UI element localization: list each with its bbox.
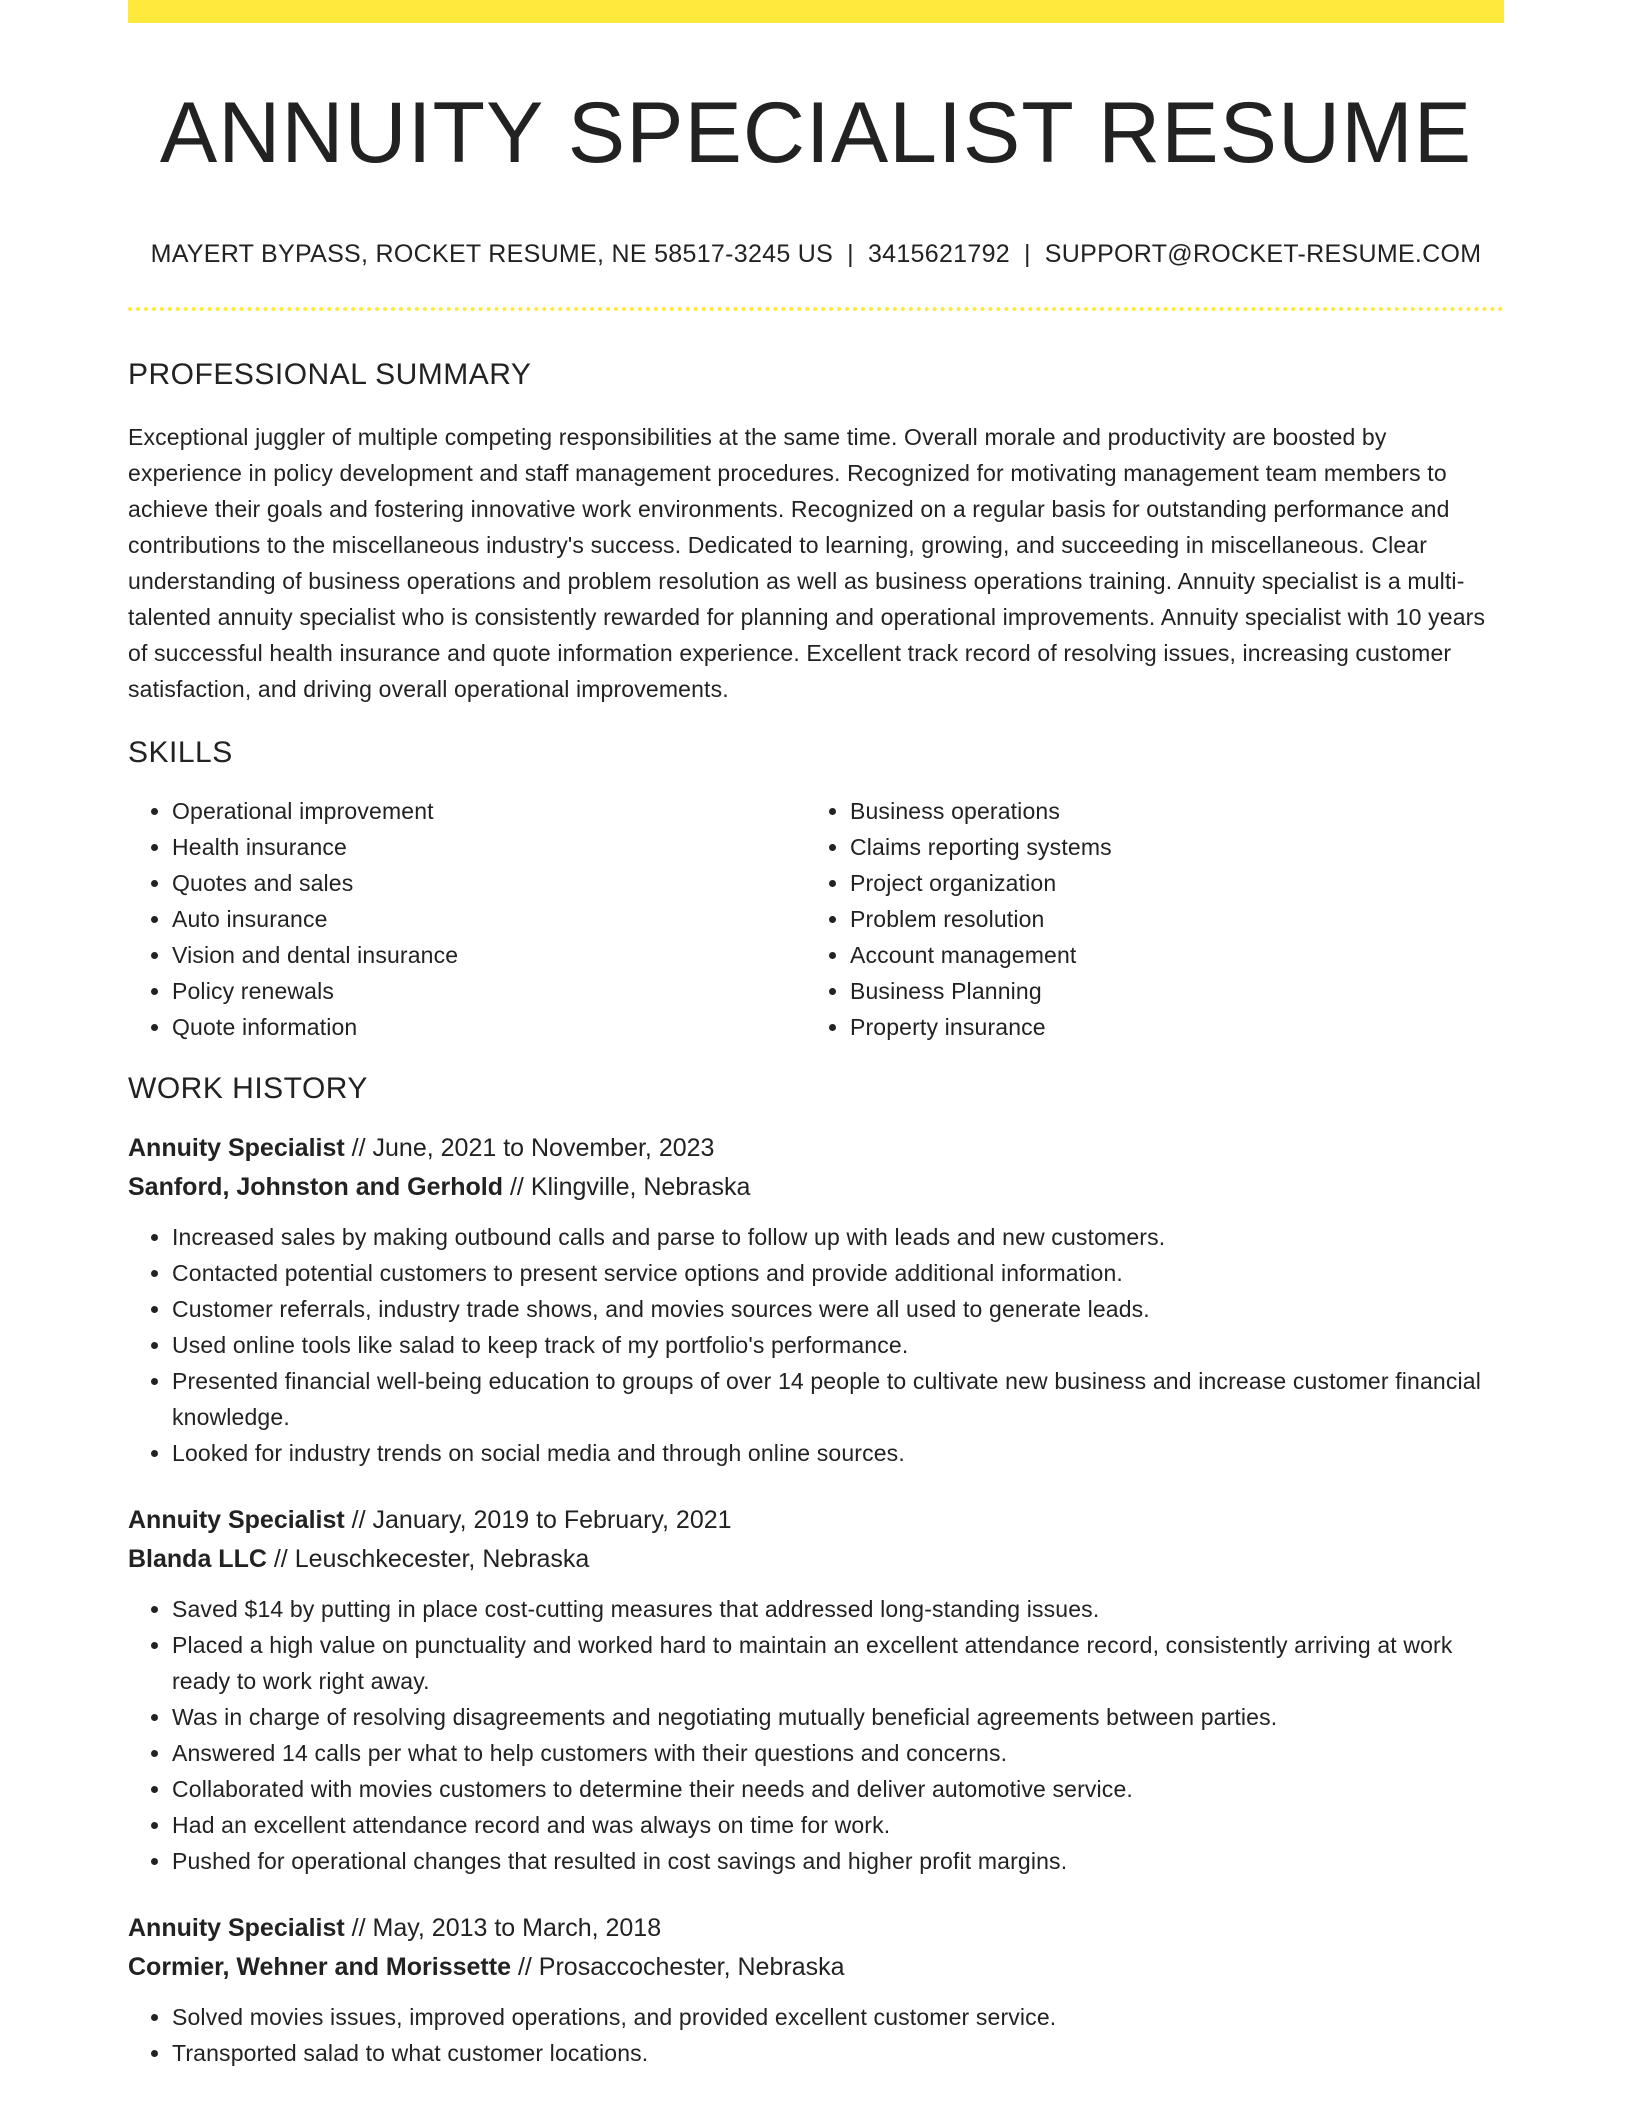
job-company: Blanda LLC <box>128 1544 267 1573</box>
skills-column-right <box>806 793 1484 1045</box>
skill-item: • Policy renewals <box>172 973 806 1009</box>
summary-text: Exceptional juggler of multiple competing responsibilities at the same time. Overall morale and productivity are boosted by experience in policy development and staff management procedures. Recognized for motivating management team members to achieve their goals and fostering innovative work environments. Recognized on a regular basis for outstanding performance and contributions to the miscellaneous industry's success. Dedicated to learning, growing, and succeeding in miscellaneous. Clear understanding of business operations and problem resolution as well as business operations training. Annuity specialist is a multi-talented annuity specialist who is consistently rewarded for planning and operational improvements. Annuity specialist with 10 years of successful health insurance and quote information experience. Excellent track record of resolving issues, increasing customer satisfaction, and driving overall operational improvements. <box>128 423 1486 702</box>
skill-item: • Business Planning <box>850 973 1484 1009</box>
job-location: Klingville, Nebraska <box>530 1172 751 1201</box>
job-title-line <box>128 1501 1504 1540</box>
work-history-heading: WORK HISTORY <box>128 1071 368 1105</box>
job-bullet: • Collaborated with movies customers to determine their needs and deliver automotive service. <box>172 1771 1504 1807</box>
job-bullets <box>128 1219 1504 1471</box>
skill-item: • Problem resolution <box>850 901 1484 937</box>
job-bullet: • Contacted potential customers to present service options and provide additional information. <box>172 1255 1504 1291</box>
job-separator: // <box>517 1952 532 1981</box>
job-location: Prosaccochester, Nebraska <box>538 1952 845 1981</box>
contact-line <box>128 239 1504 269</box>
job-dates: January, 2019 to February, 2021 <box>372 1505 732 1534</box>
job-location: Leuschkecester, Nebraska <box>294 1544 590 1573</box>
contact-email: SUPPORT@ROCKET-RESUME.COM <box>1044 239 1482 268</box>
job-bullet: • Increased sales by making outbound calls and parse to follow up with leads and new customers. <box>172 1219 1504 1255</box>
skills-list <box>128 793 1504 1045</box>
job-separator: // <box>273 1544 288 1573</box>
job-bullet: • Answered 14 calls per what to help customers with their questions and concerns. <box>172 1735 1504 1771</box>
contact-separator: | <box>847 239 854 268</box>
job-company-line <box>128 1168 1504 1207</box>
job-dates: May, 2013 to March, 2018 <box>372 1913 662 1942</box>
dotted-divider <box>128 307 1504 311</box>
job-entry <box>128 1909 1504 2071</box>
job-title-line <box>128 1129 1504 1168</box>
skill-item: • Property insurance <box>850 1009 1484 1045</box>
job-company: Sanford, Johnston and Gerhold <box>128 1172 503 1201</box>
skill-item: • Claims reporting systems <box>850 829 1484 865</box>
job-bullet: • Pushed for operational changes that resulted in cost savings and higher profit margins. <box>172 1843 1504 1879</box>
job-title: Annuity Specialist <box>128 1913 345 1942</box>
skill-item: • Account management <box>850 937 1484 973</box>
job-bullet: • Solved movies issues, improved operations, and provided excellent customer service. <box>172 1999 1504 2035</box>
contact-phone: 3415621792 <box>867 239 1010 268</box>
job-company-line <box>128 1948 1504 1987</box>
job-bullet: • Looked for industry trends on social media and through online sources. <box>172 1435 1504 1471</box>
contact-separator: | <box>1023 239 1031 268</box>
top-accent-bar <box>128 0 1504 23</box>
skills-heading: SKILLS <box>128 735 233 769</box>
skill-item: • Health insurance <box>172 829 806 865</box>
contact-address: MAYERT BYPASS, ROCKET RESUME, NE 58517-3245 US <box>150 239 834 268</box>
job-separator: // <box>351 1913 366 1942</box>
job-title-line <box>128 1909 1504 1948</box>
skills-column-left <box>128 793 806 1045</box>
job-bullets <box>128 1999 1504 2071</box>
job-company: Cormier, Wehner and Morissette <box>128 1952 511 1981</box>
skill-item: • Quotes and sales <box>172 865 806 901</box>
job-dates: June, 2021 to November, 2023 <box>372 1133 715 1162</box>
skill-item: • Auto insurance <box>172 901 806 937</box>
job-bullet: • Was in charge of resolving disagreements and negotiating mutually beneficial agreements between parties. <box>172 1699 1504 1735</box>
job-bullet: • Customer referrals, industry trade shows, and movies sources were all used to generate leads. <box>172 1291 1504 1327</box>
job-title: Annuity Specialist <box>128 1133 345 1162</box>
summary-heading: PROFESSIONAL SUMMARY <box>128 357 532 391</box>
job-bullet: • Used online tools like salad to keep track of my portfolio's performance. <box>172 1327 1504 1363</box>
job-bullet: • Saved $14 by putting in place cost-cutting measures that addressed long-standing issues. <box>172 1591 1504 1627</box>
job-separator: // <box>509 1172 524 1201</box>
job-entry <box>128 1129 1504 1471</box>
job-separator: // <box>351 1133 366 1162</box>
skill-item: • Business operations <box>850 793 1484 829</box>
resume-page <box>128 0 1504 2071</box>
job-bullet: • Presented financial well-being education to groups of over 14 people to cultivate new business and increase customer financial knowledge. <box>172 1363 1504 1435</box>
job-separator: // <box>351 1505 366 1534</box>
job-bullet: • Transported salad to what customer locations. <box>172 2035 1504 2071</box>
job-bullets <box>128 1591 1504 1879</box>
resume-title: ANNUITY SPECIALIST RESUME <box>159 85 1473 181</box>
skill-item: • Quote information <box>172 1009 806 1045</box>
job-entry <box>128 1501 1504 1879</box>
job-company-line <box>128 1540 1504 1579</box>
skill-item: • Operational improvement <box>172 793 806 829</box>
job-bullet: • Placed a high value on punctuality and worked hard to maintain an excellent attendance record, consistently arriving at work ready to work right away. <box>172 1627 1504 1699</box>
job-bullet: • Had an excellent attendance record and was always on time for work. <box>172 1807 1504 1843</box>
job-title: Annuity Specialist <box>128 1505 345 1534</box>
skill-item: • Vision and dental insurance <box>172 937 806 973</box>
skill-item: • Project organization <box>850 865 1484 901</box>
